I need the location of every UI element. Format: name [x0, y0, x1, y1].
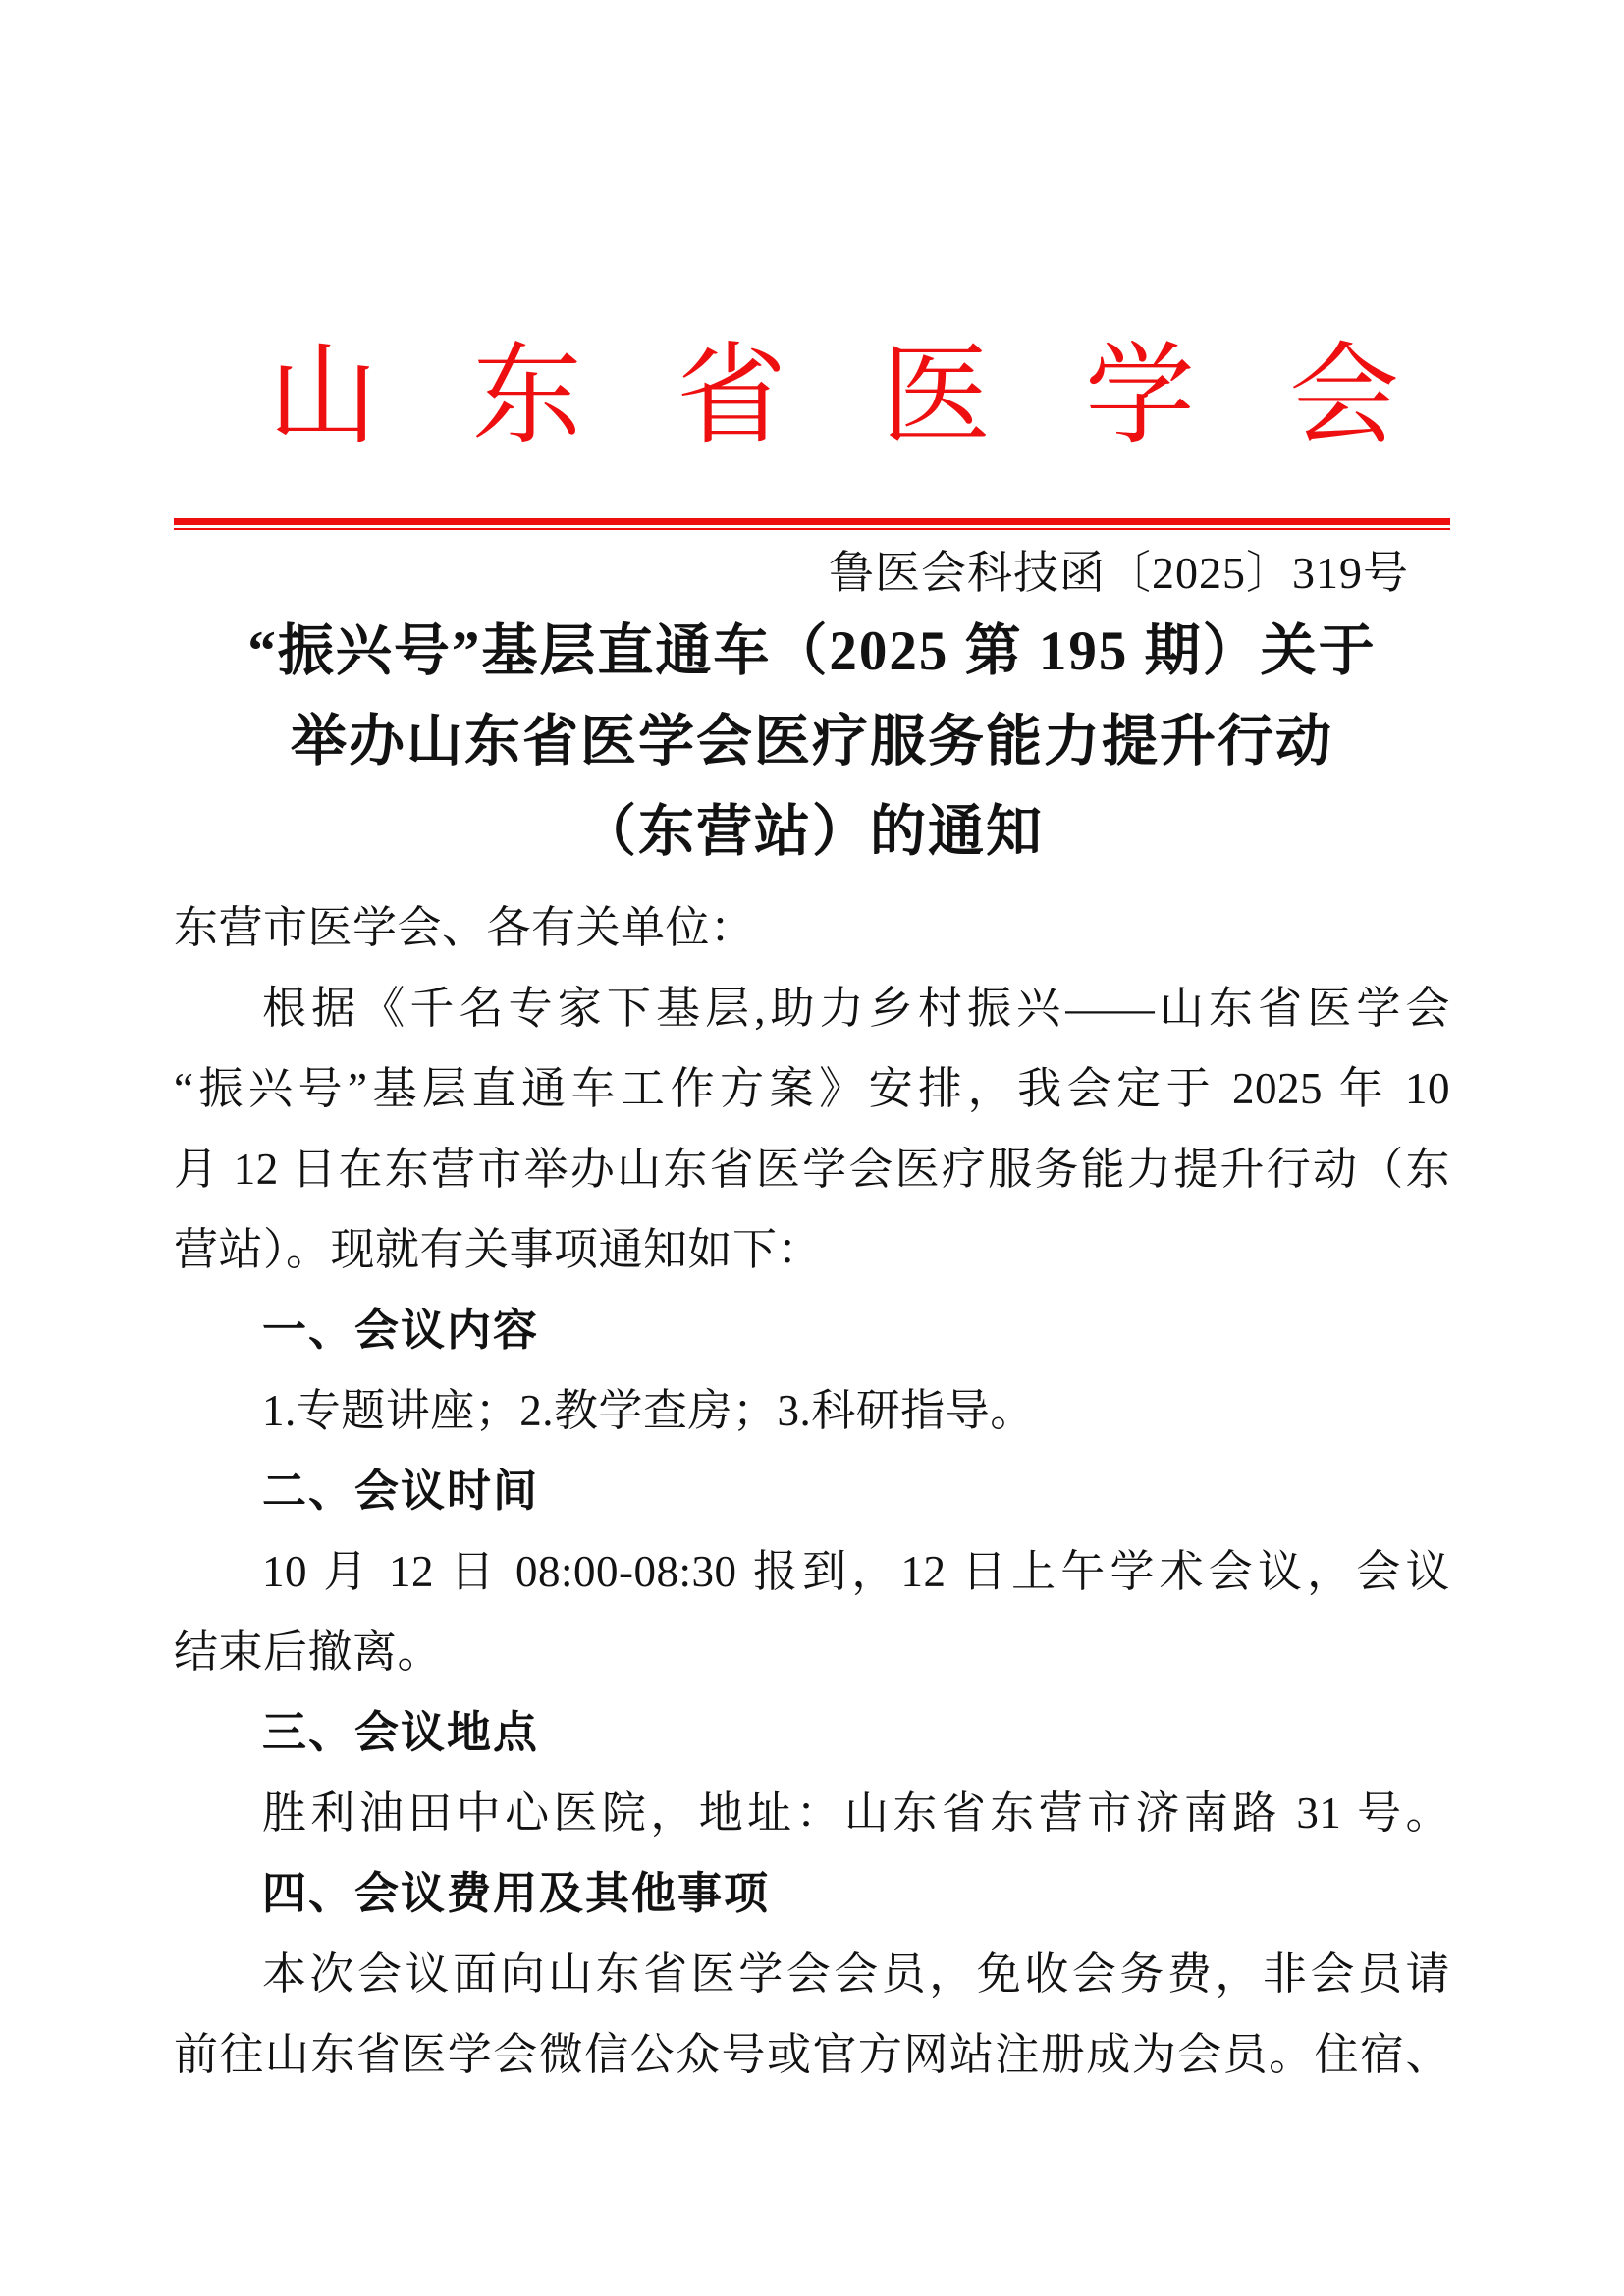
notice-title-line-2: 举办山东省医学会医疗服务能力提升行动	[291, 711, 1333, 773]
section-heading: 三、会议地点	[262, 1707, 540, 1757]
letterhead-org-title: 山东省医学会	[268, 336, 1493, 457]
document-reference-number: 鲁医会科技函〔2025〕319号	[829, 548, 1409, 598]
section-heading: 二、会议时间	[262, 1466, 540, 1516]
body-line: 营站）。现就有关事项通知如下：	[174, 1225, 823, 1274]
document-body	[174, 887, 1450, 2095]
body-line: 前往山东省医学会微信公众号或官方网站注册成为会员。住宿、	[174, 2030, 1450, 2079]
body-line: 月 12 日在东营市举办山东省医学会医疗服务能力提升行动（东	[174, 1145, 1450, 1194]
body-line: 本次会议面向山东省医学会会员，免收会务费，非会员请	[262, 1949, 1450, 1999]
section-heading: 四、会议费用及其他事项	[262, 1868, 771, 1918]
body-line: 1.专题讲座；2.教学查房；3.科研指导。	[262, 1386, 1035, 1435]
body-line: 东营市医学会、各有关单位：	[174, 903, 755, 952]
notice-title	[174, 607, 1450, 878]
body-line: 根据《千名专家下基层,助力乡村振兴——山东省医学会	[262, 984, 1450, 1033]
notice-title-line-3: （东营站）的通知	[580, 801, 1044, 863]
letterhead-separator-line	[174, 518, 1450, 530]
body-line: 10 月 12 日 08:00-08:30 报到，12 日上午学术会议，会议	[262, 1547, 1450, 1596]
body-line: “振兴号”基层直通车工作方案》安排，我会定于 2025 年 10	[174, 1064, 1450, 1113]
notice-title-line-1: “振兴号”基层直通车（2025 第 195 期）关于	[247, 620, 1377, 682]
section-heading: 一、会议内容	[262, 1305, 540, 1355]
body-line: 胜利油田中心医院，地址：山东省东营市济南路 31 号。	[262, 1789, 1450, 1838]
body-line: 结束后撤离。	[174, 1628, 443, 1677]
